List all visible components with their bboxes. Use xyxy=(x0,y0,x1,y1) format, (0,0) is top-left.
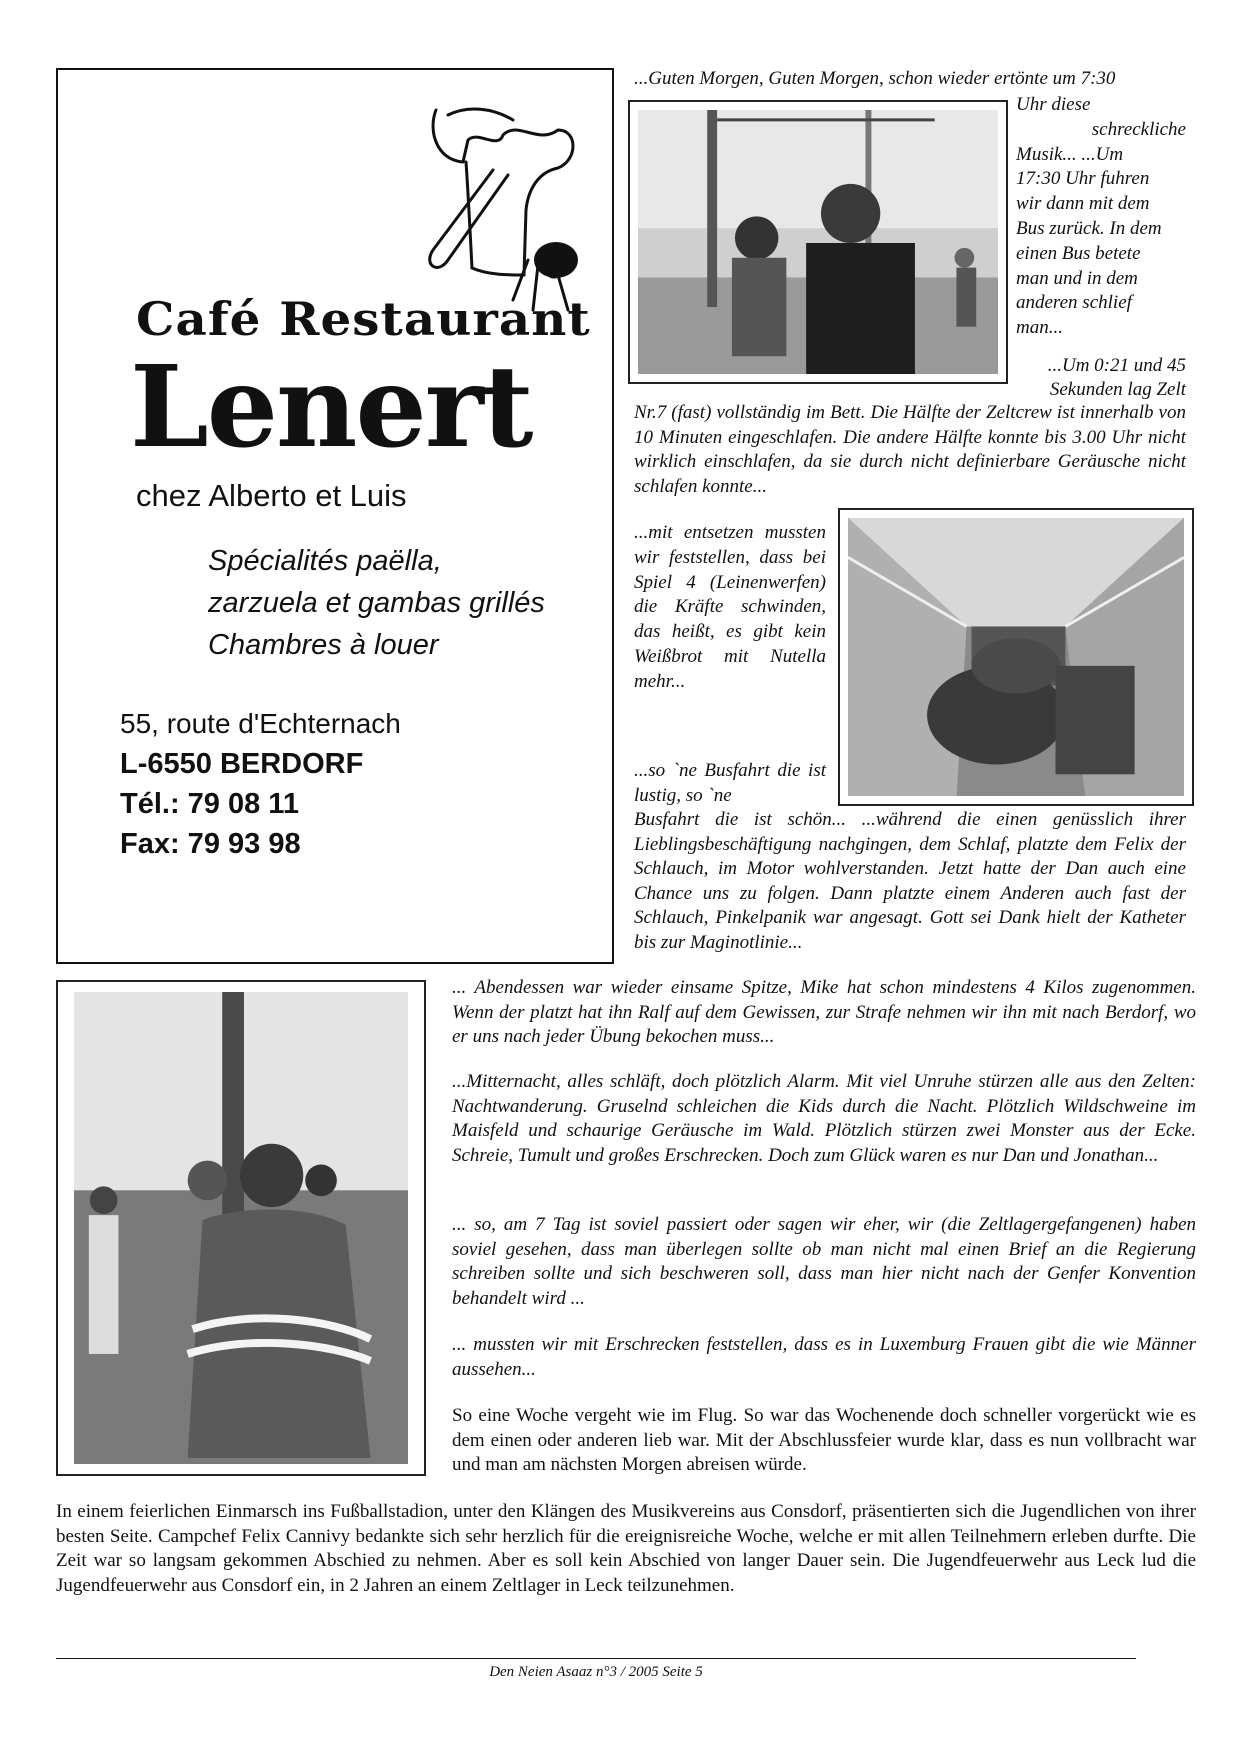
ad-street: 55, route d'Echternach xyxy=(120,708,401,739)
ad-specialty-line: Spécialités paëlla, xyxy=(208,545,442,577)
restaurant-advertisement xyxy=(56,68,614,964)
article-side-text-1 xyxy=(1016,93,1186,341)
ad-restaurant-name: Lenert xyxy=(130,342,532,473)
article-line-1: ...Guten Morgen, Guten Morgen, schon wieder ertönte um 7:30 xyxy=(634,68,1116,89)
text-line: einen Bus betete xyxy=(1016,242,1141,264)
article-paragraph-6: ...Mitternacht, alles schläft, doch plötzlich Alarm. Mit viel Unruhe stürzen alle aus den Zelten: Nachtwanderung. Gruselnd schleichen die Kids durch die Nacht. Plötzlich Wildschweine im Maisfeld und schaurige Geräusche im Wald. Plötzlich stürzen zwei Monster aus der Ecke. Schreie, Tumult und großes Erschrecken. Doch zum Glück waren es nur Dan und Jonathan... xyxy=(452,1071,1196,1166)
text-line: man... xyxy=(1016,317,1063,339)
article-paragraph-4: Busfahrt die ist schön... ...während die einen genüsslich ihrer Lieblingsbeschäftigung nachgingen, dem Schlaf, platzte dem Felix der Schlauch, im Motor wohlverstanden. Jetzt hatte der Dan auch eine Chance uns zu folgen. Dann platzte einem Anderen auch fast der Schlauch, Pinkelpanik war angesagt. Gott sei Dank hielt der Katheter bis zur Maginotlinie... xyxy=(634,809,1186,953)
text-line: 17:30 Uhr fuhren xyxy=(1016,168,1150,190)
article-paragraph-9: So eine Woche vergeht wie im Flug. So war das Wochenende doch schneller vorgerückt wie es dem einen oder anderen lieb war. Mit der Abschlussfeier wurde klar, dass es nun vollbracht war und man am nächsten Morgen abreisen würde. xyxy=(452,1405,1196,1475)
article-paragraph-4-start: ...so `ne Busfahrt die ist lustig, so `ne xyxy=(634,760,826,806)
photo-climbing-image xyxy=(638,110,998,374)
text-line: wir dann mit dem xyxy=(1016,193,1150,215)
text-line: Sekunden lag Zelt xyxy=(1049,379,1186,400)
article-paragraph-7: ... so, am 7 Tag ist soviel passiert oder sagen wir eher, wir (die Zeltlagergefangenen) haben soviel gesehen, dass man überlegen sollte ob man nicht mal einen Brief an die Regierung schreiben sollte und sich beschweren soll, dass man hier nicht nach der Genfer Konvention behandelt wird ... xyxy=(452,1214,1196,1309)
ad-subtitle: chez Alberto et Luis xyxy=(136,478,407,513)
photo-tied-man xyxy=(56,980,426,1476)
photo-turbine-image xyxy=(848,518,1184,796)
text-line: Bus zurück. In dem xyxy=(1016,217,1162,239)
footer-text: Den Neien Asaaz n°3 / 2005 Seite 5 xyxy=(489,1664,703,1680)
text-line: Uhr diese xyxy=(1016,94,1091,115)
article-side-text-2 xyxy=(1016,354,1186,402)
ad-specialty-line: zarzuela et gambas grillés xyxy=(208,587,545,619)
text-line: Musik... ...Um xyxy=(1016,143,1124,165)
text-line: ...Um 0:21 und 45 xyxy=(1047,355,1186,376)
article-paragraph-3: ...mit entsetzen mussten wir feststellen, dass bei Spiel 4 (Leinenwerfen) die Kräfte schwinden, das heißt, es gibt kein Weißbrot mit Nutella mehr... xyxy=(634,522,826,692)
photo-tied-man-image xyxy=(74,992,408,1464)
ad-phone: Tél.: 79 08 11 xyxy=(120,788,299,820)
text-line: schreckliche xyxy=(1091,118,1186,140)
text-line: anderen schlief xyxy=(1016,292,1132,314)
ad-address-block xyxy=(120,704,401,864)
photo-turbine-hall xyxy=(838,508,1194,806)
ad-specialties xyxy=(208,540,545,666)
ad-fax: Fax: 79 93 98 xyxy=(120,828,301,860)
ad-cafe-heading: Café Restaurant xyxy=(136,292,591,346)
footer-rule xyxy=(56,1658,1136,1659)
ad-specialty-line: Chambres à louer xyxy=(208,629,439,661)
ad-city: L-6550 BERDORF xyxy=(120,748,364,780)
text-line: man und in dem xyxy=(1016,267,1138,289)
article-paragraph-5: ... Abendessen war wieder einsame Spitze, Mike hat schon mindestens 4 Kilos zugenommen. Wenn der platzt hat ihn Ralf auf dem Gewissen, zur Strafe nehmen wir ihn mit nach Berdorf, wo er uns nach jeder Übung bekochen muss... xyxy=(452,977,1196,1047)
article-paragraph-8: ... mussten wir mit Erschrecken feststellen, dass es in Luxemburg Frauen gibt die wie Männer aussehen... xyxy=(452,1334,1196,1380)
photo-climbing xyxy=(628,100,1008,384)
article-paragraph-2: Nr.7 (fast) vollständig im Bett. Die Hälfte der Zeltcrew ist innerhalb von 10 Minuten eingeschlafen. Die andere Hälfte konnte bis 3.00 Uhr nicht wirklich einschlafen, da sie durch nicht definierbare Geräusche nicht schlafen konnte... xyxy=(634,402,1186,497)
article-paragraph-10: In einem feierlichen Einmarsch ins Fußballstadion, unter den Klängen des Musikvereins aus Consdorf, präsentierten sich die Jugendlichen von ihrer besten Seite. Campchef Felix Cannivy bedankte sich sehr herzlich für die ereignisreiche Woche, welche er mit allen Teilnehmern erleben durfte. Die Zeit war so langsam gekommen Abschied zu nehmen. Aber es soll kein Abschied von langer Dauer sein. Die Jugendfeuerwehr aus Leck lud die Jugendfeuerwehr aus Consdorf ein, in 2 Jahren an einem Zeltlager in Leck teilzunehmen. xyxy=(56,1501,1196,1596)
